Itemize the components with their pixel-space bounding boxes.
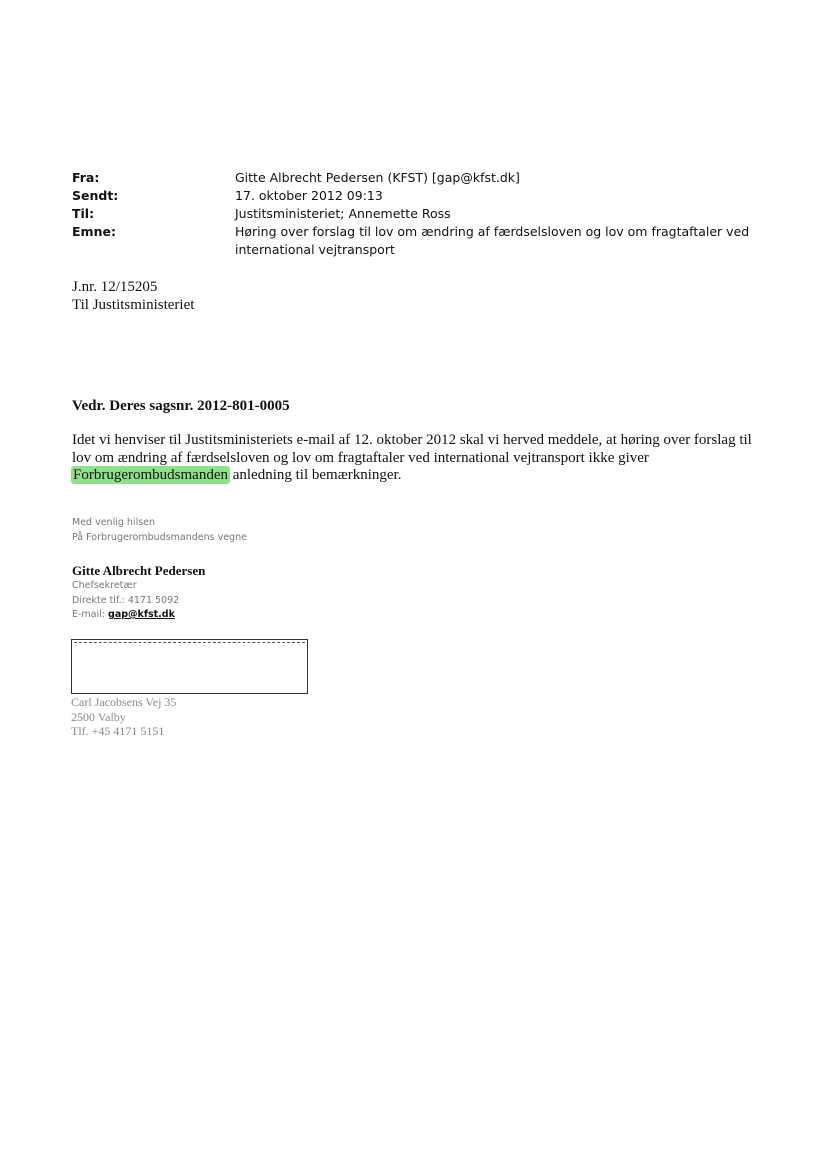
journal-number: J.nr. 12/15205 [72,279,158,295]
highlighted-text: Forbrugerombudsmanden [73,467,228,483]
body-text-part2: anledning til bemærkninger. [228,467,402,483]
closing-greeting: Med venlig hilsen [72,517,156,528]
signature-name: Gitte Albrecht Pedersen [72,563,206,578]
signature-email-line [72,608,205,623]
letter-subject: Vedr. Deres sagsnr. 2012-801-0005 [72,398,290,414]
logo-placeholder-box [71,639,308,694]
to-row [72,205,772,223]
signature-block [72,563,205,623]
closing [72,516,247,545]
subject-row [72,223,772,259]
recipient: Til Justitsministeriet [72,297,195,313]
closing-on-behalf: På Forbrugerombudsmandens vegne [72,531,247,543]
from-label: Fra: [72,170,100,185]
signature-email-link[interactable]: gap@kfst.dk [108,609,175,620]
sent-row [72,187,772,205]
signature-phone: Direkte tlf.: 4171 5092 [72,594,180,606]
from-value: Gitte Albrecht Pedersen (KFST) [gap@kfst.dk] [235,170,520,185]
subject-label: Emne: [72,224,116,239]
signature-email-label: E-mail: [72,609,109,620]
scan-artifact-line [74,642,305,643]
email-header [72,169,772,259]
body-text-part1: Idet vi henviser til Justitsministeriets e-mail af 12. oktober 2012 skal vi herved meddele, at høring over forslag til lov om ændring af færdselsloven og lov om fragtaftaler ved international vejtransport ikke giver [72,432,752,466]
sent-value: 17. oktober 2012 09:13 [235,188,383,203]
letter-body [72,432,762,485]
sent-label: Sendt: [72,188,119,203]
signature-title: Chefsekretær [72,580,137,591]
to-label: Til: [72,206,95,221]
to-value: Justitsministeriet; Annemette Ross [235,206,451,221]
subject-value: Høring over forslag til lov om ændring af færdselsloven og lov om fragtaftaler ved international vejtransport [235,224,750,257]
address-block [71,695,176,739]
from-row [72,169,772,187]
address-street: Carl Jacobsens Vej 35 [71,695,177,709]
address-city: 2500 Valby [71,709,126,724]
address-phone: Tlf. +45 4171 5151 [71,724,165,738]
reference-block [72,278,194,314]
